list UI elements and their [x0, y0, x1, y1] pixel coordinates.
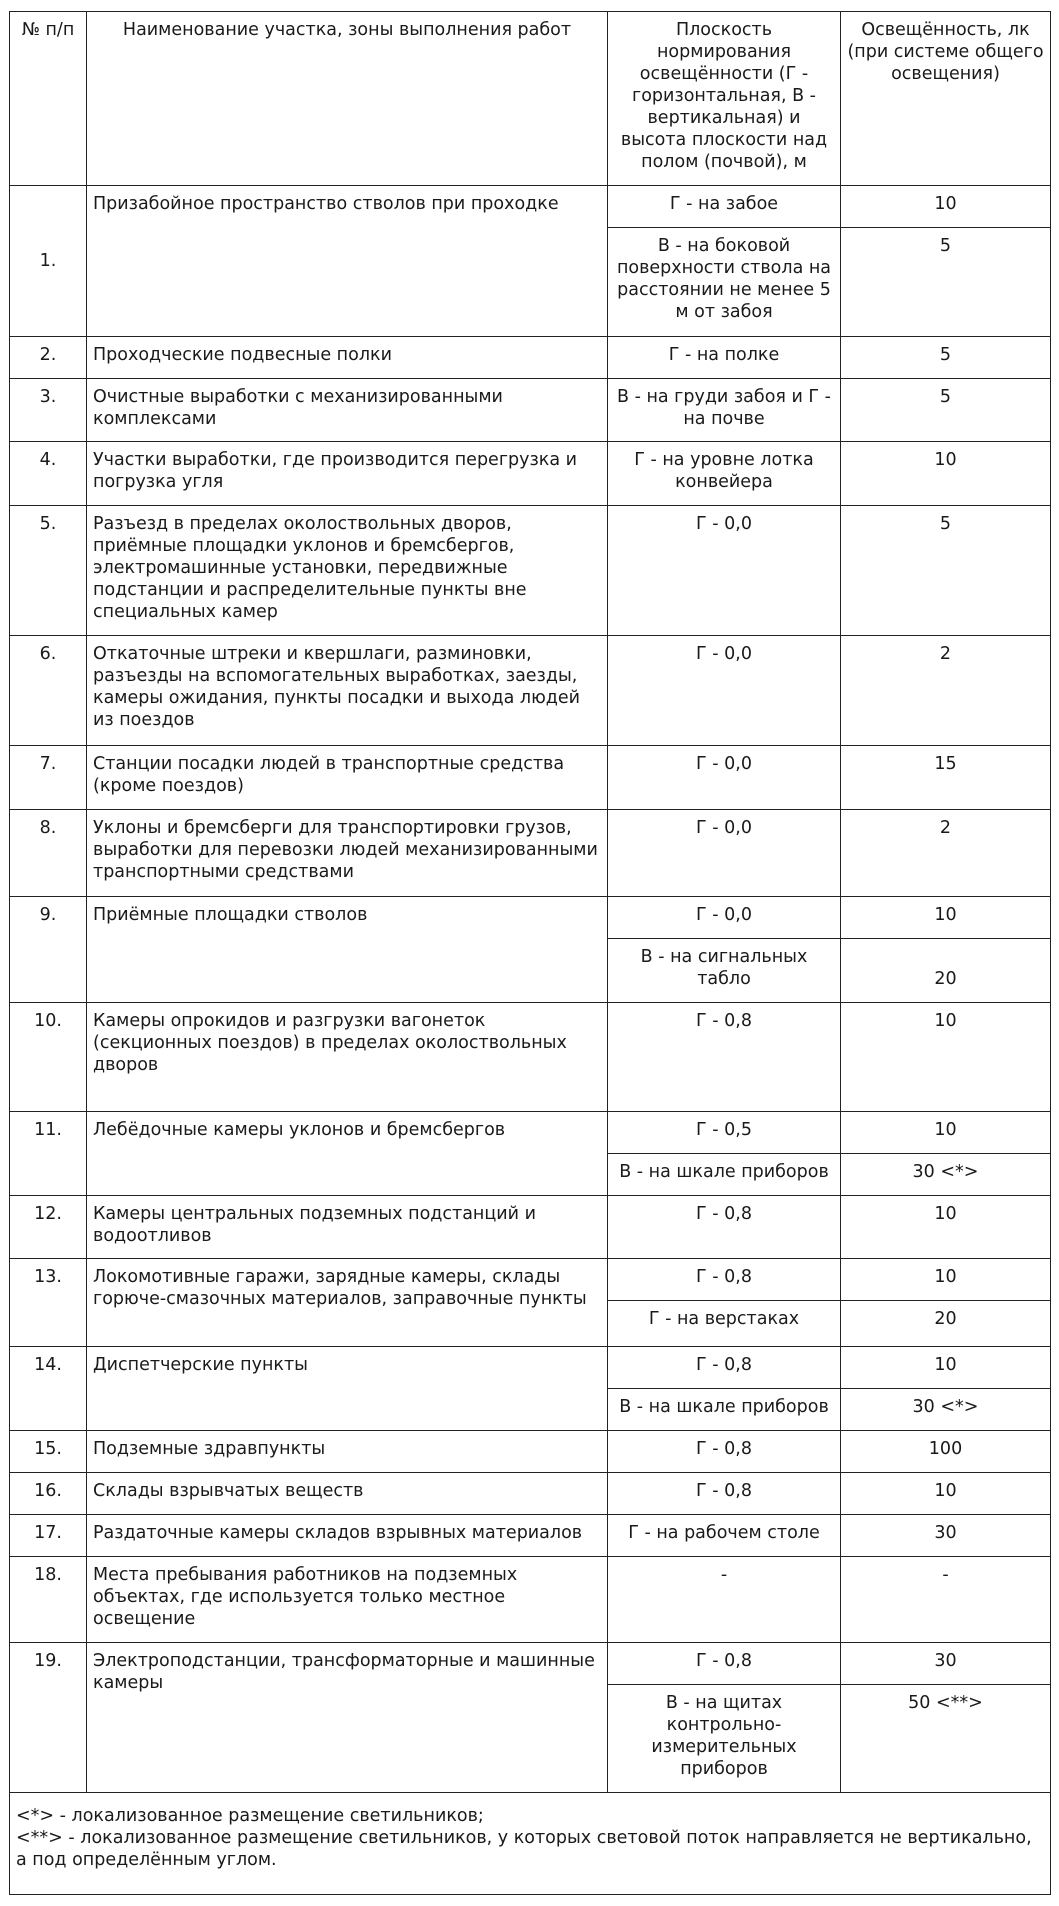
row-plane: Г - 0,8: [608, 1431, 841, 1473]
row-area-name: Уклоны и бремсберги для транспортировки грузов, выработки для перевозки людей механизированными транспортными средствами: [87, 810, 608, 897]
row-plane: Г - 0,0: [608, 636, 841, 746]
table-row: [10, 1003, 1051, 1112]
table-row: [10, 1643, 1051, 1685]
header-lux: Освещённость, лк (при системе общего освещения): [841, 12, 1051, 186]
header-plane: Плоскость нормирования освещённости (Г - горизонтальная, В - вертикальная) и высота плоскости над полом (почвой), м: [608, 12, 841, 186]
table-row: [10, 746, 1051, 810]
row-illuminance: 30: [841, 1643, 1051, 1685]
row-illuminance: 50 <**>: [841, 1685, 1051, 1793]
row-number: 1.: [10, 186, 87, 337]
row-area-name: Приёмные площадки стволов: [87, 897, 608, 1003]
row-area-name: Участки выработки, где производится перегрузка и погрузка угля: [87, 442, 608, 506]
row-illuminance: 5: [841, 228, 1051, 337]
row-plane: Г - 0,8: [608, 1259, 841, 1301]
row-area-name: Камеры опрокидов и разгрузки вагонеток (секционных поездов) в пределах околоствольных дворов: [87, 1003, 608, 1112]
row-number: 18.: [10, 1557, 87, 1643]
row-plane: В - на сигнальных табло: [608, 939, 841, 1003]
row-illuminance: 2: [841, 636, 1051, 746]
row-number: 15.: [10, 1431, 87, 1473]
row-illuminance: 5: [841, 379, 1051, 442]
row-plane: -: [608, 1557, 841, 1643]
table-row: [10, 636, 1051, 746]
row-illuminance: 100: [841, 1431, 1051, 1473]
row-number: 10.: [10, 1003, 87, 1112]
row-illuminance: 10: [841, 1196, 1051, 1259]
row-number: 9.: [10, 897, 87, 1003]
row-plane: Г - 0,8: [608, 1473, 841, 1515]
row-illuminance: -: [841, 1557, 1051, 1643]
row-area-name: Раздаточные камеры складов взрывных материалов: [87, 1515, 608, 1557]
table-body: [10, 186, 1051, 1793]
table-row: [10, 1112, 1051, 1154]
row-number: 2.: [10, 337, 87, 379]
row-plane: В - на шкале приборов: [608, 1154, 841, 1196]
row-area-name: Лебёдочные камеры уклонов и бремсбергов: [87, 1112, 608, 1196]
row-number: 11.: [10, 1112, 87, 1196]
lighting-norms-table: [9, 11, 1051, 1895]
row-illuminance: 5: [841, 337, 1051, 379]
row-number: 6.: [10, 636, 87, 746]
row-number: 7.: [10, 746, 87, 810]
row-area-name: Электроподстанции, трансформаторные и машинные камеры: [87, 1643, 608, 1793]
row-illuminance: 15: [841, 746, 1051, 810]
row-plane: Г - 0,5: [608, 1112, 841, 1154]
row-number: 12.: [10, 1196, 87, 1259]
table-row: [10, 810, 1051, 897]
row-plane: Г - 0,8: [608, 1347, 841, 1389]
table-row: [10, 442, 1051, 506]
row-area-name: Откаточные штреки и квершлаги, разминовки, разъезды на вспомогательных выработках, заезды, камеры ожидания, пункты посадки и выхода людей из поездов: [87, 636, 608, 746]
row-plane: В - на щитах контрольно-измерительных приборов: [608, 1685, 841, 1793]
row-plane: В - на шкале приборов: [608, 1389, 841, 1431]
row-number: 19.: [10, 1643, 87, 1793]
table-row: [10, 897, 1051, 939]
row-area-name: Проходческие подвесные полки: [87, 337, 608, 379]
row-area-name: Локомотивные гаражи, зарядные камеры, склады горюче-смазочных материалов, заправочные пункты: [87, 1259, 608, 1347]
row-plane: Г - 0,8: [608, 1003, 841, 1112]
row-illuminance: 30 <*>: [841, 1389, 1051, 1431]
notes-row: [10, 1793, 1051, 1895]
row-area-name: Призабойное пространство стволов при проходке: [87, 186, 608, 337]
note-single-star: <*> - локализованное размещение светильников;: [16, 1806, 484, 1826]
row-illuminance: 20: [841, 939, 1051, 1003]
row-plane: Г - 0,0: [608, 897, 841, 939]
table-row: [10, 1473, 1051, 1515]
row-plane: Г - на уровне лотка конвейера: [608, 442, 841, 506]
row-illuminance: 10: [841, 1112, 1051, 1154]
lighting-norms-document: [9, 11, 1051, 1895]
row-number: 3.: [10, 379, 87, 442]
row-plane: Г - на забое: [608, 186, 841, 228]
row-illuminance: 20: [841, 1301, 1051, 1347]
row-area-name: Подземные здравпункты: [87, 1431, 608, 1473]
row-plane: В - на груди забоя и Г - на почве: [608, 379, 841, 442]
row-plane: Г - 0,8: [608, 1643, 841, 1685]
note-double-star: <**> - локализованное размещение светильников, у которых световой поток направляется не вертикально, а под определённым углом.: [16, 1828, 1032, 1870]
row-number: 5.: [10, 506, 87, 636]
row-number: 17.: [10, 1515, 87, 1557]
table-row: [10, 337, 1051, 379]
table-row: [10, 506, 1051, 636]
table-row: [10, 1515, 1051, 1557]
row-plane: Г - на полке: [608, 337, 841, 379]
header-name: Наименование участка, зоны выполнения работ: [87, 12, 608, 186]
row-area-name: Места пребывания работников на подземных объектах, где используется только местное освещение: [87, 1557, 608, 1643]
row-illuminance: 10: [841, 186, 1051, 228]
row-illuminance: 5: [841, 506, 1051, 636]
row-number: 8.: [10, 810, 87, 897]
header-row: [10, 12, 1051, 186]
row-area-name: Разъезд в пределах околоствольных дворов, приёмные площадки уклонов и бремсбергов, электромашинные установки, передвижные подстанции и распределительные пункты вне специальных камер: [87, 506, 608, 636]
row-plane: Г - 0,0: [608, 746, 841, 810]
row-illuminance: 10: [841, 897, 1051, 939]
row-plane: Г - на верстаках: [608, 1301, 841, 1347]
row-plane: Г - на рабочем столе: [608, 1515, 841, 1557]
row-plane: Г - 0,0: [608, 506, 841, 636]
table-row: [10, 186, 1051, 228]
table-row: [10, 1196, 1051, 1259]
row-illuminance: 10: [841, 1259, 1051, 1301]
row-area-name: Очистные выработки с механизированными комплексами: [87, 379, 608, 442]
row-number: 13.: [10, 1259, 87, 1347]
header-num: № п/п: [10, 12, 87, 186]
table-row: [10, 1259, 1051, 1301]
row-plane: Г - 0,8: [608, 1196, 841, 1259]
table-row: [10, 1557, 1051, 1643]
row-illuminance: 10: [841, 442, 1051, 506]
row-number: 16.: [10, 1473, 87, 1515]
row-area-name: Диспетчерские пункты: [87, 1347, 608, 1431]
row-area-name: Склады взрывчатых веществ: [87, 1473, 608, 1515]
row-illuminance: 10: [841, 1473, 1051, 1515]
row-plane: Г - 0,0: [608, 810, 841, 897]
row-number: 14.: [10, 1347, 87, 1431]
row-illuminance: 10: [841, 1347, 1051, 1389]
row-area-name: Станции посадки людей в транспортные средства (кроме поездов): [87, 746, 608, 810]
row-number: 4.: [10, 442, 87, 506]
row-illuminance: 2: [841, 810, 1051, 897]
table-row: [10, 379, 1051, 442]
row-illuminance: 30: [841, 1515, 1051, 1557]
notes-cell: [10, 1793, 1051, 1895]
row-illuminance: 30 <*>: [841, 1154, 1051, 1196]
row-illuminance: 10: [841, 1003, 1051, 1112]
table-row: [10, 1431, 1051, 1473]
row-plane: В - на боковой поверхности ствола на расстоянии не менее 5 м от забоя: [608, 228, 841, 337]
table-row: [10, 1347, 1051, 1389]
row-area-name: Камеры центральных подземных подстанций и водоотливов: [87, 1196, 608, 1259]
